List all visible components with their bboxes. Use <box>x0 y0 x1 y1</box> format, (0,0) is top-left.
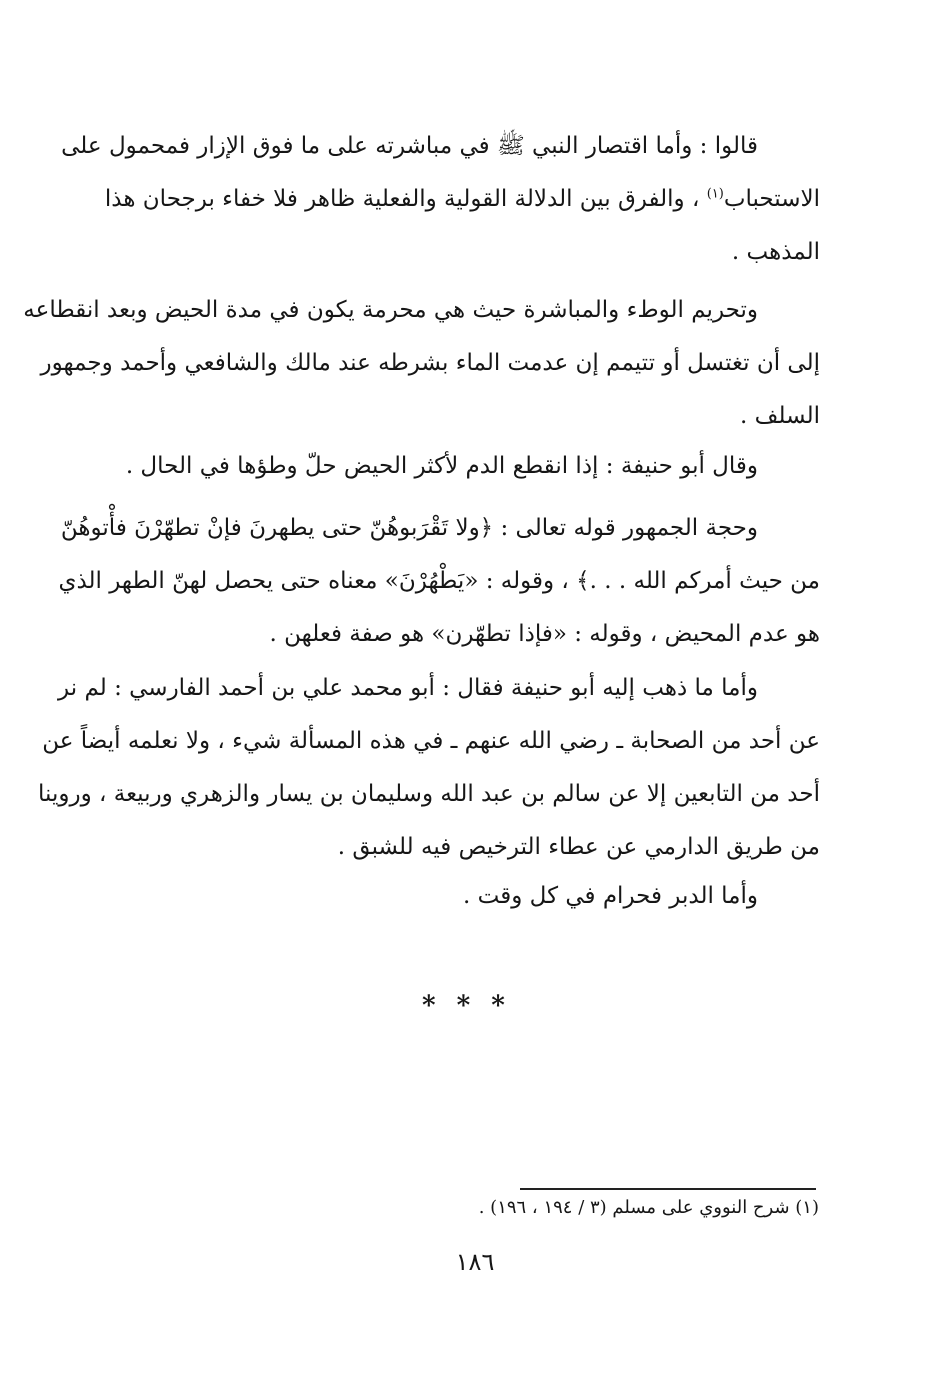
footnote-reference: (١) <box>706 186 724 202</box>
text-line: الاستحباب <box>723 186 820 212</box>
text-line: عن أحد من الصحابة ـ رضي الله عنهم ـ في هذه المسألة شيء ، ولا نعلمه أيضاً عن <box>42 728 820 754</box>
text-line: من حيث أمركم الله . . .﴾ ، وقوله : «يَطْهُرْنَ» معناه حتى يحصل لهنّ الطهر الذي <box>58 568 820 594</box>
paragraph-4 <box>58 502 820 661</box>
text-line: وتحريم الوطء والمباشرة حيث هي محرمة يكون في مدة الحيض وبعد انقطاعه <box>23 297 758 323</box>
text-line: المذهب . <box>731 239 820 265</box>
text-line: وحجة الجمهور قوله تعالى : ﴿ولا تَقْرَبوهُنّ حتى يطهرنَ فإنْ تطهّرْنَ فأْتوهُنّ <box>60 515 758 541</box>
text-line: وأما الدبر فحرام في كل وقت . <box>463 883 758 909</box>
paragraph-3 <box>110 440 820 493</box>
footnote-rule <box>520 1188 816 1190</box>
footnote: (١) شرح النووي على مسلم (٣ / ١٩٤ ، ١٩٦) . <box>478 1197 819 1218</box>
text-line: إلى أن تغتسل أو تتيمم إن عدمت الماء بشرطه عند مالك والشافعي وأحمد وجمهور <box>40 350 820 376</box>
paragraph-6 <box>110 870 820 923</box>
text-line: أحد من التابعين إلا عن سالم بن عبد الله وسليمان بن يسار والزهري وربيعة ، وروينا <box>38 781 820 807</box>
text-line: قالوا : وأما اقتصار النبي ﷺ في مباشرته على ما فوق الإزار فمحمول على <box>61 133 758 159</box>
text-line: وأما ما ذهب إليه أبو حنيفة فقال : أبو محمد علي بن أحمد الفارسي : لم نر <box>58 675 758 701</box>
text-line: من طريق الدارمي عن عطاء الترخيص فيه للشبق . <box>337 834 820 860</box>
paragraph-5 <box>38 662 820 874</box>
text-line: هو عدم المحيض ، وقوله : «فإذا تطهّرن» هو صفة فعلهن . <box>269 621 820 647</box>
text-line: وقال أبو حنيفة : إذا انقطع الدم لأكثر الحيض حلّ وطؤها في الحال . <box>125 453 758 479</box>
paragraph-2 <box>23 284 820 443</box>
paragraph-1 <box>61 120 820 279</box>
section-separator: * * * <box>422 991 511 1021</box>
text-line: ، والفرق بين الدلالة القولية والفعلية ظاهر فلا خفاء برجحان هذا <box>104 186 700 212</box>
page-number: ١٨٦ <box>455 1248 495 1276</box>
text-line: السلف . <box>740 403 820 429</box>
